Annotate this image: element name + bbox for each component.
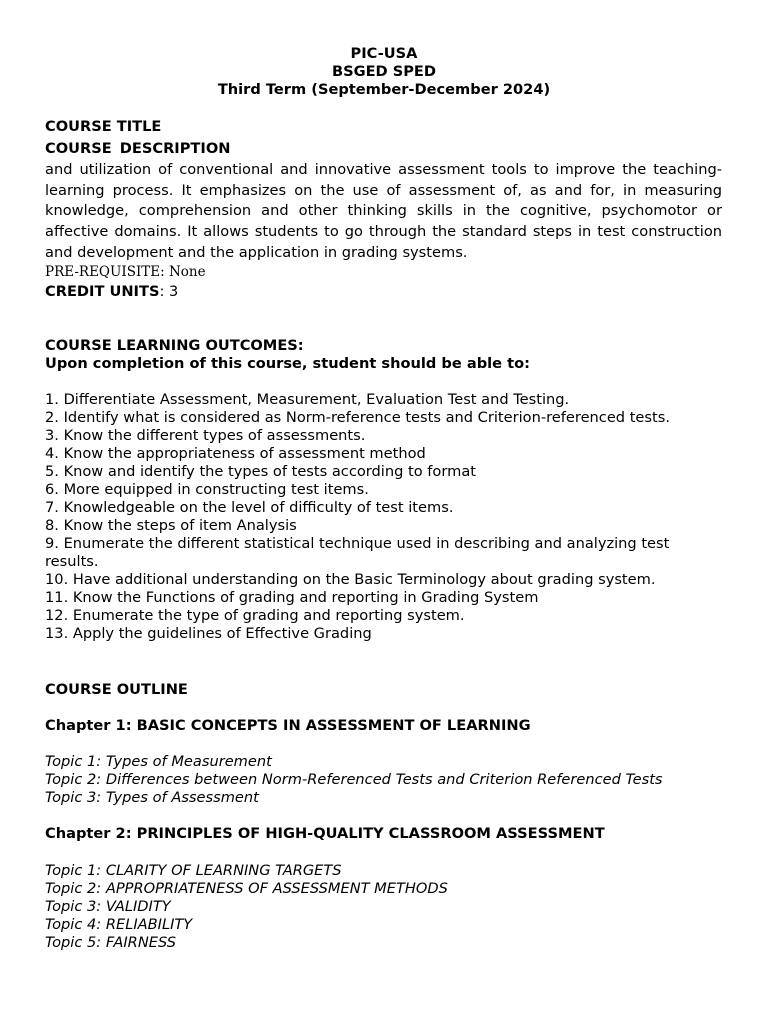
outcomes-subheading: Upon completion of this course, student should be able to: bbox=[45, 355, 530, 372]
outcomes-list bbox=[45, 391, 722, 643]
outcomes-heading-block bbox=[45, 337, 722, 373]
outcome-item: 7. Knowledgeable on the level of difficulty of test items. bbox=[45, 499, 454, 516]
chapter-2-topics bbox=[45, 862, 722, 952]
outcome-item: 5. Know and identify the types of tests according to format bbox=[45, 463, 476, 480]
outcome-item: 4. Know the appropriateness of assessment method bbox=[45, 445, 426, 462]
outcome-item: 1. Differentiate Assessment, Measurement, Evaluation Test and Testing. bbox=[45, 391, 570, 408]
prerequisite-value: : None bbox=[160, 264, 206, 280]
topic-item: Topic 3: VALIDITY bbox=[45, 898, 171, 915]
prerequisite-line bbox=[45, 264, 722, 280]
course-description-text: and utilization of conventional and innovative assessment tools to improve the teaching-learning process. It emphasizes on the use of assessment of, as and for, in measuring knowledge, comprehension and other thinking skills in the cognitive, psychomotor or affective domains. It allows students to go through the standard steps in test construction and development and the application in grading systems. bbox=[45, 161, 722, 261]
topic-item: Topic 1: Types of Measurement bbox=[45, 753, 272, 770]
prerequisite-label: PRE-REQUISITE bbox=[45, 264, 161, 280]
outcome-item: 6. More equipped in constructing test items. bbox=[45, 481, 369, 498]
outcome-item: 10. Have additional understanding on the Basic Terminology about grading system. bbox=[45, 571, 656, 588]
outcome-item: 11. Know the Functions of grading and reporting in Grading System bbox=[45, 589, 539, 606]
chapter-1-title: Chapter 1: BASIC CONCEPTS IN ASSESSMENT OF LEARNING bbox=[45, 717, 531, 734]
outcome-item: 3. Know the different types of assessments. bbox=[45, 427, 366, 444]
header-term: Third Term (September-December 2024) bbox=[217, 81, 551, 98]
outcome-item: 13. Apply the guidelines of Effective Grading bbox=[45, 625, 372, 642]
outcome-item: 2. Identify what is considered as Norm-reference tests and Criterion-referenced tests. bbox=[45, 409, 670, 426]
topic-item: Topic 5: FAIRNESS bbox=[45, 934, 176, 951]
document-header bbox=[0, 45, 768, 99]
credit-units-label: CREDIT UNITS bbox=[45, 283, 160, 300]
outcome-item: 12. Enumerate the type of grading and reporting system. bbox=[45, 607, 465, 624]
course-description-label: COURSE DESCRIPTION bbox=[45, 140, 231, 157]
outcomes-heading: COURSE LEARNING OUTCOMES: bbox=[45, 337, 304, 354]
chapter-2-title: Chapter 2: PRINCIPLES OF HIGH-QUALITY CLASSROOM ASSESSMENT bbox=[45, 825, 605, 842]
credit-units-line bbox=[45, 283, 722, 300]
topic-item: Topic 1: CLARITY OF LEARNING TARGETS bbox=[45, 862, 342, 879]
course-title-label: COURSE TITLE bbox=[45, 118, 162, 135]
course-outline-heading: COURSE OUTLINE bbox=[45, 681, 188, 698]
header-program: BSGED SPED bbox=[331, 63, 437, 80]
topic-item: Topic 4: RELIABILITY bbox=[45, 916, 193, 933]
credit-units-value: : 3 bbox=[159, 283, 179, 300]
topic-item: Topic 2: APPROPRIATENESS OF ASSESSMENT METHODS bbox=[45, 880, 448, 897]
topic-item: Topic 3: Types of Assessment bbox=[45, 789, 259, 806]
outcome-item: 9. Enumerate the different statistical technique used in describing and analyzing test results. bbox=[45, 535, 670, 570]
header-institution: PIC-USA bbox=[350, 45, 418, 62]
outcome-item: 8. Know the steps of item Analysis bbox=[45, 517, 297, 534]
chapter-1-topics bbox=[45, 753, 722, 807]
topic-item: Topic 2: Differences between Norm-Referenced Tests and Criterion Referenced Tests bbox=[45, 771, 663, 788]
